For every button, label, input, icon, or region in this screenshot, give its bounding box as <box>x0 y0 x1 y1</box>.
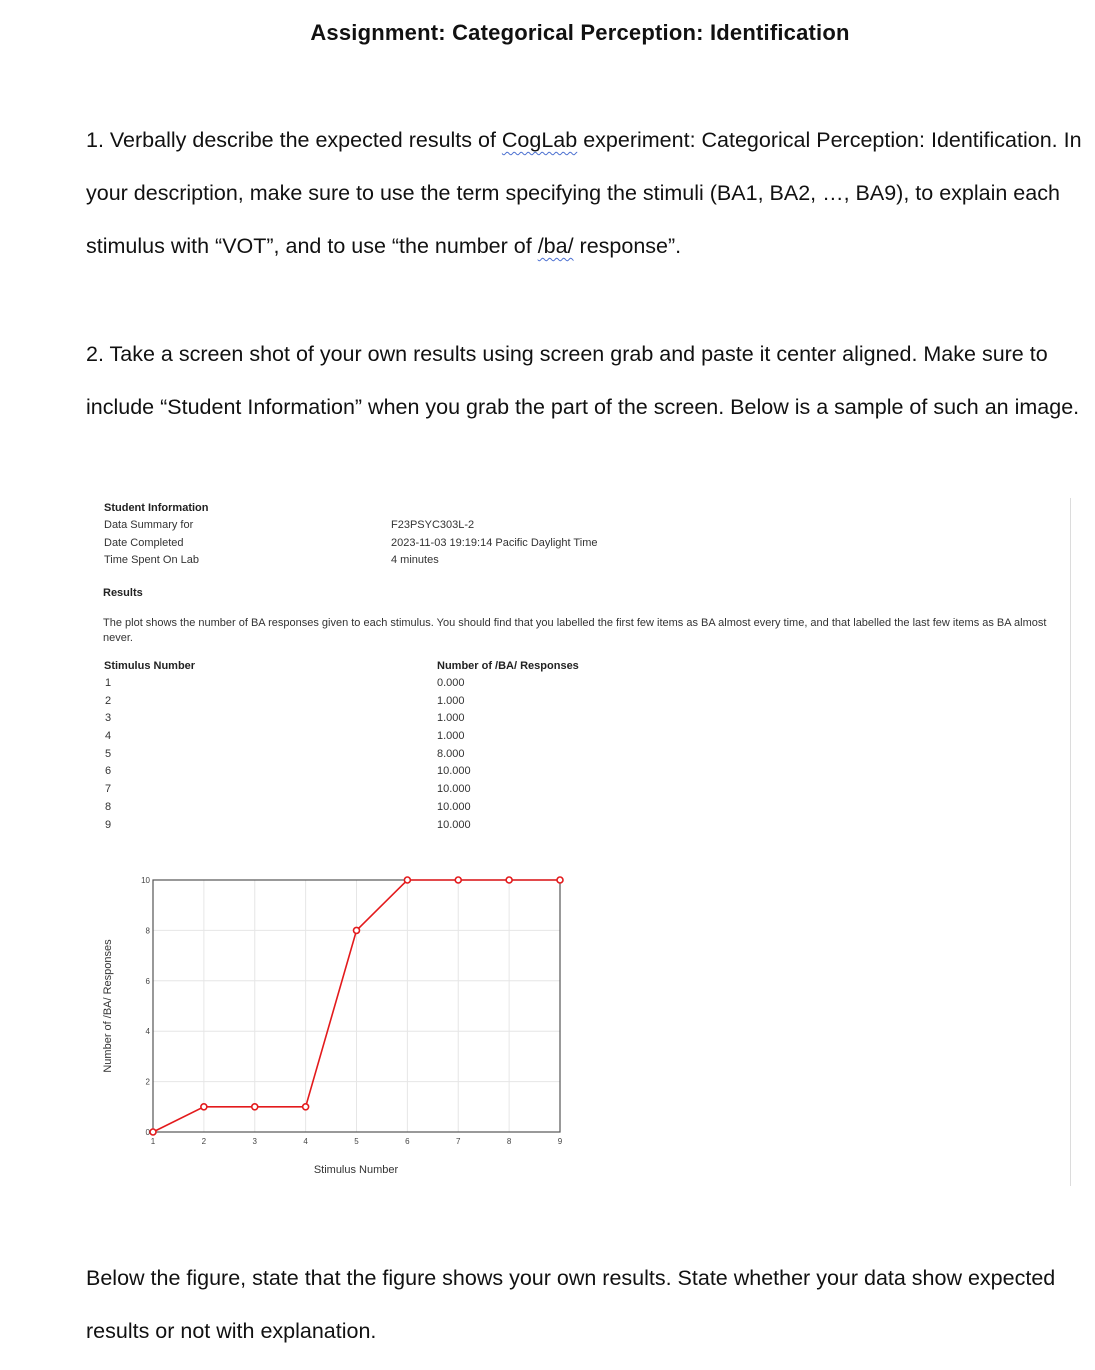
q1-coglab-term: CogLab <box>501 128 578 152</box>
x-tick-label: 5 <box>354 1137 359 1146</box>
results-description: The plot shows the number of BA responses given to each stimulus. You should find that you labelled the first few items as BA almost every time, and that labelled the last few items as BA almost never. <box>103 617 1047 644</box>
table-cell-response: 1.000 <box>437 694 465 707</box>
y-tick-label: 6 <box>145 976 150 986</box>
table-cell-stimulus: 5 <box>105 747 112 760</box>
table-cell-response: 10.000 <box>437 783 471 796</box>
table-cell-response: 1.000 <box>437 730 465 743</box>
data-point <box>557 877 563 883</box>
data-point <box>252 1104 258 1110</box>
data-point <box>201 1104 207 1110</box>
data-point <box>150 1129 156 1135</box>
table-cell-stimulus: 7 <box>105 783 112 796</box>
data-point <box>303 1104 309 1110</box>
x-tick-label: 4 <box>303 1137 308 1146</box>
student-info-value: 4 minutes <box>391 554 439 567</box>
student-info-label: Time Spent On Lab <box>104 554 199 567</box>
y-tick-label: 4 <box>145 1027 150 1037</box>
data-point <box>455 877 461 883</box>
table-cell-response: 10.000 <box>437 800 471 813</box>
table-cell-response: 10.000 <box>437 765 471 778</box>
y-tick-label: 2 <box>145 1077 150 1087</box>
table-cell-response: 1.000 <box>437 712 465 725</box>
x-tick-label: 8 <box>506 1137 512 1146</box>
student-info-label: Date Completed <box>104 536 184 549</box>
y-tick-label: 10 <box>141 876 150 885</box>
x-tick-label: 2 <box>201 1137 207 1146</box>
x-tick-label: 9 <box>557 1137 563 1146</box>
table-cell-stimulus: 6 <box>105 765 112 778</box>
x-tick-label: 1 <box>150 1137 156 1146</box>
page-title: Assignment: Categorical Perception: Identification <box>310 20 850 45</box>
table-cell-response: 8.000 <box>437 747 465 760</box>
results-heading: Results <box>103 587 143 599</box>
q1-text-middle: experiment: Categorical Perception: Identification. In your description, make sure to use the term specifying the stimuli (BA1, BA2, …, BA9), to explain each stimulus with “VOT”, and to use “the number of <box>86 128 1082 258</box>
table-cell-stimulus: 9 <box>105 818 112 831</box>
table-cell-stimulus: 2 <box>105 694 112 707</box>
table-cell-stimulus: 1 <box>105 677 112 689</box>
question-3: Below the figure, state that the figure shows your own results. State whether your data show expected results or not with explanation. <box>86 1266 1056 1343</box>
student-info-value: 2023-11-03 19:19:14 Pacific Daylight Time <box>391 536 598 549</box>
y-tick-label: 0 <box>145 1128 150 1137</box>
table-cell-stimulus: 4 <box>105 730 112 743</box>
x-tick-label: 7 <box>456 1137 461 1146</box>
student-info-label: Data Summary for <box>104 519 194 531</box>
data-point <box>404 877 410 883</box>
y-tick-label: 8 <box>145 926 150 936</box>
question-2: 2. Take a screen shot of your own results using screen grab and paste it center aligned. Make sure to include “Student Information” when you grab the part of the screen. Below is a sample of such an image. <box>86 342 1080 419</box>
ba-responses-chart <box>98 498 1070 1186</box>
table-header-stimulus: Stimulus Number <box>104 660 196 672</box>
y-axis-title: Number of /BA/ Responses <box>102 939 114 1073</box>
table-cell-stimulus: 8 <box>105 800 112 813</box>
sample-results-screenshot <box>98 498 1071 1186</box>
x-axis-title: Stimulus Number <box>313 1164 399 1176</box>
student-info-value: F23PSYC303L-2 <box>391 519 475 531</box>
data-point <box>506 877 512 883</box>
question-1 <box>86 114 1086 273</box>
x-tick-label: 6 <box>405 1137 410 1146</box>
x-tick-label: 3 <box>252 1137 257 1146</box>
q1-ba-term: /ba/ <box>537 234 574 258</box>
student-info-heading: Student Information <box>104 502 209 514</box>
q1-text-end: response”. <box>573 234 682 258</box>
q1-text-start: 1. Verbally describe the expected results of <box>86 128 502 152</box>
table-cell-response: 0.000 <box>437 677 465 689</box>
table-cell-response: 10.000 <box>437 818 471 831</box>
table-cell-stimulus: 3 <box>105 712 112 725</box>
table-header-responses: Number of /BA/ Responses <box>437 660 579 672</box>
data-point <box>354 927 360 933</box>
